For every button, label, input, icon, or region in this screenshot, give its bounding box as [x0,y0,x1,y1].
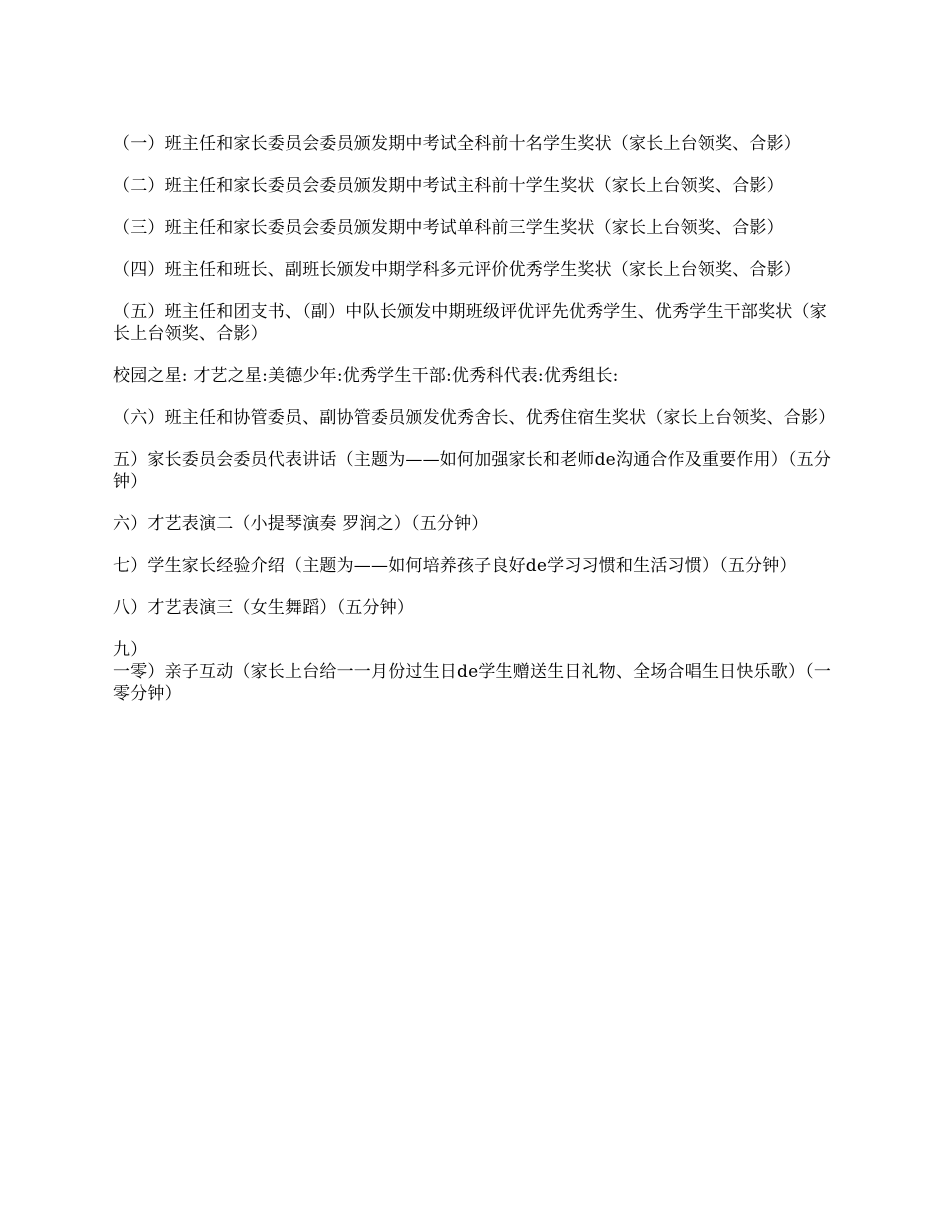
paragraph-item-6-performance: 六）才艺表演二（小提琴演奏 罗润之）（五分钟） [113,514,489,534]
paragraph-item-9: 九） [113,640,148,660]
paragraph-award-2: （二）班主任和家长委员会委员颁发期中考试主科前十学生奖状（家长上台领奖、合影） [113,176,784,196]
paragraph-award-6: （六）班主任和协管委员、副协管委员颁发优秀舍长、优秀住宿生奖状（家长上台领奖、合影） [113,408,836,428]
document-body [113,133,843,725]
paragraph-item-7-experience: 七）学生家长经验介绍（主题为——如何培养孩子良好de学习习惯和生活习惯）（五分钟） [113,556,797,576]
paragraph-item-8-dance: 八）才艺表演三（女生舞蹈）（五分钟） [113,598,415,618]
paragraph-campus-stars: 校园之星: 才艺之星:美德少年:优秀学生干部:优秀科代表:优秀组长: [113,366,619,386]
paragraph-award-1: （一）班主任和家长委员会委员颁发期中考试全科前十名学生奖状（家长上台领奖、合影） [113,134,801,154]
paragraph-award-3: （三）班主任和家长委员会委员颁发期中考试单科前三学生奖状（家长上台领奖、合影） [113,218,784,238]
paragraph-item-10-interaction: 一零）亲子互动（家长上台给一一月份过生日de学生赠送生日礼物、全场合唱生日快乐歌）（一零分钟） [113,662,832,704]
paragraph-award-4: （四）班主任和班长、副班长颁发中期学科多元评价优秀学生奖状（家长上台领奖、合影） [113,260,801,280]
paragraph-item-5-speech: 五）家长委员会委员代表讲话（主题为——如何加强家长和老师de沟通合作及重要作用）（五分钟） [113,450,832,492]
paragraph-award-5: （五）班主任和团支书、（副）中队长颁发中期班级评优评先优秀学生、优秀学生干部奖状（家长上台领奖、合影） [113,302,827,344]
